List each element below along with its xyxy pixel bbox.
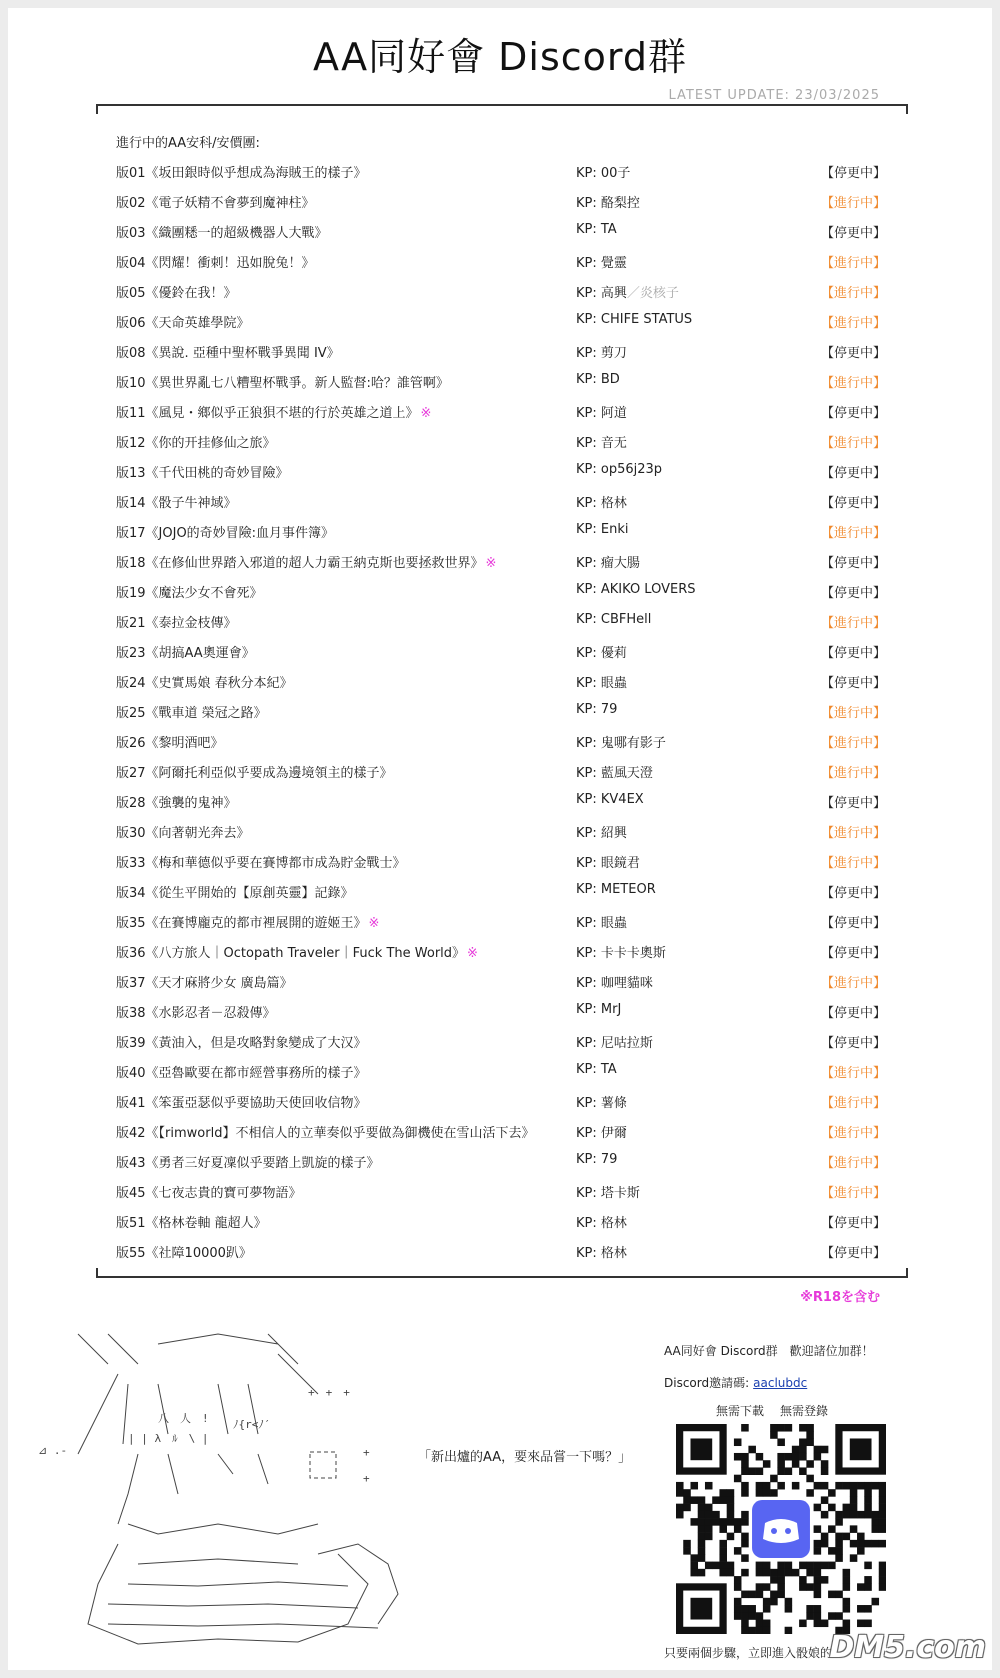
kp-name: KP: 眼蟲	[576, 916, 627, 931]
invite-line	[664, 1374, 807, 1391]
kp-name: KP: 尼咕拉斯	[576, 1036, 653, 1051]
kp-name: KP: 音无	[576, 436, 627, 451]
status-badge: 【進行中】	[821, 766, 887, 781]
kp-cell	[576, 762, 653, 781]
game-title-wrap	[116, 1242, 252, 1261]
list-item	[116, 1002, 896, 1032]
game-title-wrap	[116, 582, 263, 601]
svg-text:+ + +: + + +	[308, 1386, 350, 1399]
kp-cell	[576, 1092, 627, 1111]
kp-name: KP: 格林	[576, 496, 627, 511]
status-badge: 【停更中】	[821, 1216, 887, 1231]
status-badge: 【進行中】	[821, 706, 887, 721]
list-item	[116, 372, 896, 402]
kp-cell	[576, 402, 627, 421]
list-item	[116, 672, 896, 702]
discord-welcome: AA同好會 Discord群 歡迎諸位加群！	[664, 1344, 874, 1358]
game-title: 版24《史實馬娘 春秋分本紀》	[116, 676, 293, 691]
status-badge: 【進行中】	[821, 1096, 887, 1111]
qr-caption: 只要兩個步驟，立即進入骰娘的	[664, 1646, 833, 1660]
game-title-wrap	[116, 432, 276, 451]
kp-name: KP: 格林	[576, 1216, 627, 1231]
game-title: 版12《你的开挂修仙之旅》	[116, 436, 276, 451]
kp-cell	[576, 1032, 653, 1051]
game-title-wrap	[116, 522, 334, 541]
kp-cell	[576, 972, 653, 991]
game-title-wrap	[116, 972, 293, 991]
game-title-wrap	[116, 912, 379, 931]
game-title-wrap	[116, 552, 496, 571]
kp-name: KP: 00子	[576, 166, 631, 181]
page-sheet	[8, 8, 992, 1670]
r18-mark: ※	[485, 556, 497, 571]
game-title: 版27《阿爾托利亞似乎要成為邊境領主的樣子》	[116, 766, 393, 781]
kp-name: KP: KV4EX	[576, 792, 644, 807]
status-badge: 【進行中】	[821, 286, 887, 301]
no-download-line	[716, 1402, 844, 1419]
kp-name: KP: 眼鏡君	[576, 856, 640, 871]
kp-name: KP: 紹興	[576, 826, 627, 841]
list-item	[116, 552, 896, 582]
kp-cell	[576, 942, 666, 961]
status-badge: 【進行中】	[821, 316, 887, 331]
kp-cell	[576, 852, 640, 871]
status-badge: 【停更中】	[821, 886, 887, 901]
kp-cell	[576, 882, 656, 897]
kp-cell	[576, 792, 644, 807]
status-badge: 【進行中】	[821, 1186, 887, 1201]
list-item	[116, 312, 896, 342]
game-title-wrap	[116, 222, 328, 241]
game-title-wrap	[116, 402, 431, 421]
kp-name: KP: 剪刀	[576, 346, 627, 361]
kp-name: KP: 高興	[576, 286, 627, 301]
kp-name: KP: CHIFE STATUS	[576, 312, 693, 327]
list-item	[116, 1182, 896, 1212]
game-title: 版34《從生平開始的【原創英靈】記錄》	[116, 886, 354, 901]
status-badge: 【停更中】	[821, 796, 887, 811]
status-badge: 【進行中】	[821, 436, 887, 451]
status-badge: 【停更中】	[821, 346, 887, 361]
status-badge: 【進行中】	[821, 1156, 887, 1171]
list-item	[116, 252, 896, 282]
status-badge: 【停更中】	[821, 496, 887, 511]
kp-name: KP: METEOR	[576, 882, 656, 897]
kp-cell	[576, 1182, 640, 1201]
status-badge: 【進行中】	[821, 616, 887, 631]
kp-name: KP: 薯條	[576, 1096, 627, 1111]
status-badge: 【停更中】	[821, 466, 887, 481]
list-item	[116, 1212, 896, 1242]
game-title-wrap	[116, 822, 250, 841]
list-item	[116, 732, 896, 762]
game-title: 版01《坂田銀時似乎想成為海賊王的樣子》	[116, 166, 367, 181]
game-title-wrap	[116, 1002, 276, 1021]
kp-cell	[576, 492, 627, 511]
kp-name: KP: 塔卡斯	[576, 1186, 640, 1201]
kp-cell	[576, 1212, 627, 1231]
list-heading: 進行中的AA安科/安價團:	[116, 136, 260, 151]
r18-mark: ※	[420, 406, 432, 421]
game-title-wrap	[116, 492, 237, 511]
game-title: 版10《異世界亂七八糟聖杯戰爭。新人監督:哈？誰管啊》	[116, 376, 449, 391]
list-item	[116, 162, 896, 192]
game-title-wrap	[116, 702, 267, 721]
kp-name: KP: 79	[576, 1152, 618, 1167]
game-title-wrap	[116, 1032, 367, 1051]
game-title: 版43《勇者三好夏凜似乎要踏上凱旋的樣子》	[116, 1156, 380, 1171]
update-date: LATEST UPDATE: 23/03/2025	[668, 88, 880, 103]
kp-cell	[576, 1152, 617, 1167]
no-register-text: 無需登錄	[780, 1404, 829, 1418]
game-title: 版04《閃耀！衝刺！迅如脫兔！》	[116, 256, 315, 271]
game-title: 版55《社障10000趴》	[116, 1246, 252, 1261]
list-item	[116, 612, 896, 642]
kp-name: KP: CBFHell	[576, 612, 652, 627]
game-title-wrap	[116, 192, 315, 211]
status-badge: 【停更中】	[821, 1036, 887, 1051]
kp-name: KP: 79	[576, 702, 618, 717]
game-title-wrap	[116, 372, 449, 391]
list-item	[116, 462, 896, 492]
kp-name: KP: 格林	[576, 1246, 627, 1261]
game-title-wrap	[116, 1182, 302, 1201]
list-item	[116, 882, 896, 912]
game-title: 版41《笨蛋亞瑟似乎要協助天使回收信物》	[116, 1096, 367, 1111]
game-title-wrap	[116, 312, 250, 331]
status-badge: 【進行中】	[821, 976, 887, 991]
kp-cell	[576, 372, 620, 387]
list-item	[116, 1062, 896, 1092]
game-title-wrap	[116, 642, 255, 661]
kp-cell	[576, 912, 627, 931]
game-title-wrap	[116, 1062, 367, 1081]
game-title-wrap	[116, 732, 224, 751]
kp-cell	[576, 702, 617, 717]
game-title-wrap	[116, 852, 406, 871]
game-title: 版33《梅和華德似乎要在賽博都市成為貯金戰士》	[116, 856, 406, 871]
game-title-wrap	[116, 762, 393, 781]
game-title-wrap	[116, 612, 237, 631]
game-title: 版03《織團䊝一的超級機器人大戰》	[116, 226, 328, 241]
status-badge: 【進行中】	[821, 736, 887, 751]
kp-cell	[576, 612, 651, 627]
list-item	[116, 402, 896, 432]
status-badge: 【進行中】	[821, 1066, 887, 1081]
game-title: 版28《強襲的鬼神》	[116, 796, 237, 811]
r18-mark: ※	[467, 946, 478, 961]
game-title: 版06《天命英雄學院》	[116, 316, 250, 331]
kp-cell	[576, 1122, 627, 1141]
page-title: AA同好會 Discord群	[313, 35, 687, 79]
game-title-wrap	[116, 162, 367, 181]
game-title: 版45《七夜志貴的寶可夢物語》	[116, 1186, 302, 1201]
list-item	[116, 192, 896, 222]
game-title-wrap	[116, 342, 340, 361]
game-title-wrap	[116, 1092, 367, 1111]
status-badge: 【停更中】	[821, 586, 887, 601]
status-badge: 【進行中】	[821, 526, 887, 541]
status-badge: 【進行中】	[821, 376, 887, 391]
game-title: 版11《風見・鄉似乎正狼狽不堪的行於英雄之道上》	[116, 406, 419, 421]
game-title: 版42《【rimworld】不相信人的立華奏似乎要做為御機使在雪山活下去》	[116, 1126, 535, 1141]
kp-cell	[576, 522, 628, 537]
kp-cell	[576, 312, 692, 327]
game-title-wrap	[116, 282, 237, 301]
list-item	[116, 792, 896, 822]
kp-cell	[576, 342, 627, 361]
kp-name: KP: BD	[576, 372, 620, 387]
game-title-wrap	[116, 882, 354, 901]
game-title: 版26《黎明酒吧》	[116, 736, 224, 751]
game-title: 版25《戰車道 榮冠之路》	[116, 706, 267, 721]
status-badge: 【停更中】	[821, 406, 887, 421]
list-item	[116, 702, 896, 732]
game-title: 版37《天才麻將少女 廣島篇》	[116, 976, 293, 991]
kp-name: KP: TA	[576, 222, 617, 237]
list-frame-bottom	[96, 1268, 908, 1278]
game-title: 版36《八方旅人｜Octopath Traveler｜Fuck The World》	[116, 946, 466, 961]
kp-name: KP: 鬼哪有影子	[576, 736, 666, 751]
game-title: 版38《水影忍者－忍殺傳》	[116, 1006, 276, 1021]
kp-cell	[576, 192, 640, 211]
svg-text:+: +	[363, 1446, 370, 1459]
kp-name: KP: AKIKO LOVERS	[576, 582, 696, 597]
kp-name: KP: 酪梨控	[576, 196, 640, 211]
kp-cell	[576, 822, 627, 841]
list-item	[116, 222, 896, 252]
kp-cell	[576, 162, 630, 181]
list-item	[116, 942, 896, 972]
game-title: 版18《在修仙世界踏入邪道的超人力霸王納克斯也要拯救世界》	[116, 556, 484, 571]
game-title-wrap	[116, 1212, 267, 1231]
kp-cell	[576, 672, 627, 691]
kp-cell	[576, 222, 617, 237]
game-title-wrap	[116, 672, 293, 691]
game-title: 版40《亞魯歐要在都市經營事務所的樣子》	[116, 1066, 367, 1081]
kp-name: KP: MrJ	[576, 1002, 622, 1017]
game-title-wrap	[116, 792, 237, 811]
game-title: 版17《JOJO的奇妙冒險:血月事件簿》	[116, 526, 335, 541]
game-title: 版13《千代田桃的奇妙冒險》	[116, 466, 289, 481]
svg-text:+: +	[363, 1472, 370, 1485]
kp-cell	[576, 1062, 617, 1077]
game-title: 版14《骰子牛神域》	[116, 496, 237, 511]
game-title: 版08《異說. 亞種中聖杯戰爭異聞 IV》	[116, 346, 340, 361]
status-badge: 【停更中】	[821, 1006, 887, 1021]
list-item	[116, 1122, 896, 1152]
kp-name: KP: 咖哩貓咪	[576, 976, 653, 991]
status-badge: 【停更中】	[821, 166, 887, 181]
status-badge: 【停更中】	[821, 226, 887, 241]
game-title: 版35《在賽博龐克的都市裡展開的遊姬王》	[116, 916, 367, 931]
list-item	[116, 762, 896, 792]
kp-cell	[576, 282, 679, 301]
no-download-text: 無需下載	[716, 1404, 765, 1418]
status-badge: 【停更中】	[821, 1246, 887, 1261]
status-badge: 【進行中】	[821, 196, 887, 211]
game-title: 版05《優鈴在我！》	[116, 286, 237, 301]
game-title: 版19《魔法少女不會死》	[116, 586, 263, 601]
status-badge: 【停更中】	[821, 676, 887, 691]
status-badge: 【停更中】	[821, 646, 887, 661]
aa-speech: 「新出爐的AA，要來品嘗一下嗎？」	[418, 1450, 632, 1465]
status-badge: 【進行中】	[821, 856, 887, 871]
discord-qr-code[interactable]	[676, 1424, 886, 1634]
ascii-art-character	[18, 1324, 488, 1664]
kp-name: KP: 覺靈	[576, 256, 627, 271]
list-item	[116, 492, 896, 522]
game-title-wrap	[116, 252, 315, 271]
list-item	[116, 282, 896, 312]
kp-name: KP: 卡卡卡奧斯	[576, 946, 666, 961]
list-item	[116, 342, 896, 372]
status-badge: 【停更中】	[821, 916, 887, 931]
list-item	[116, 852, 896, 882]
list-item	[116, 1032, 896, 1062]
list-item	[116, 972, 896, 1002]
game-title: 版39《黃油入，但是攻略對象變成了大汉》	[116, 1036, 367, 1051]
r18-note: ※R18を含む	[800, 1290, 880, 1305]
kp-name: KP: 瘤大腸	[576, 556, 640, 571]
list-item	[116, 912, 896, 942]
kp-cell	[576, 582, 695, 597]
game-title-wrap	[116, 942, 478, 961]
game-title: 版30《向著朝光奔去》	[116, 826, 250, 841]
kp-cell	[576, 252, 627, 271]
kp-cell	[576, 642, 627, 661]
kp-cell	[576, 432, 627, 451]
status-badge: 【進行中】	[821, 826, 887, 841]
list-item	[116, 582, 896, 612]
list-item	[116, 522, 896, 552]
list-item	[116, 432, 896, 462]
watermark-logo: DM5.com	[829, 1630, 986, 1665]
kp-name: KP: op56j23p	[576, 462, 663, 477]
invite-code-link[interactable]: aaclubdc	[753, 1376, 808, 1390]
kp-extra: ／炎核子	[626, 286, 679, 301]
list-item	[116, 642, 896, 672]
game-title-wrap	[116, 462, 289, 481]
list-item	[116, 1152, 896, 1182]
svg-text:ﾉ{r<ﾉ′: ﾉ{r<ﾉ′	[233, 1418, 271, 1431]
svg-text:八 人 !: 八 人 !	[158, 1412, 209, 1425]
kp-cell	[576, 1002, 621, 1017]
kp-name: KP: TA	[576, 1062, 617, 1077]
game-title: 版02《電子妖精不會夢到魔神柱》	[116, 196, 315, 211]
kp-cell	[576, 552, 640, 571]
status-badge: 【停更中】	[821, 946, 887, 961]
game-title-wrap	[116, 1122, 534, 1141]
kp-name: KP: 眼蟲	[576, 676, 627, 691]
invite-label: Discord邀請碼:	[664, 1376, 750, 1390]
kp-cell	[576, 1242, 627, 1261]
game-list	[116, 162, 896, 1272]
kp-name: KP: 阿道	[576, 406, 627, 421]
status-badge: 【進行中】	[821, 1126, 887, 1141]
game-title: 版21《泰拉金枝傳》	[116, 616, 237, 631]
kp-name: KP: Enki	[576, 522, 629, 537]
kp-cell	[576, 462, 662, 477]
game-title: 版51《格林卷軸 龍超人》	[116, 1216, 267, 1231]
list-item	[116, 822, 896, 852]
status-badge: 【進行中】	[821, 256, 887, 271]
status-badge: 【停更中】	[821, 556, 887, 571]
game-title: 版23《胡搞AA奧運會》	[116, 646, 255, 661]
svg-text:⊿ .-: ⊿ .-	[38, 1444, 68, 1457]
kp-name: KP: 伊爾	[576, 1126, 627, 1141]
list-item	[116, 1092, 896, 1122]
r18-mark: ※	[368, 916, 380, 931]
game-title-wrap	[116, 1152, 380, 1171]
svg-text:| | λ ﾙ \ |: | | λ ﾙ \ |	[128, 1432, 209, 1445]
kp-name: KP: 藍風天澄	[576, 766, 653, 781]
kp-name: KP: 優莉	[576, 646, 627, 661]
kp-cell	[576, 732, 666, 751]
list-frame-top	[96, 104, 908, 114]
